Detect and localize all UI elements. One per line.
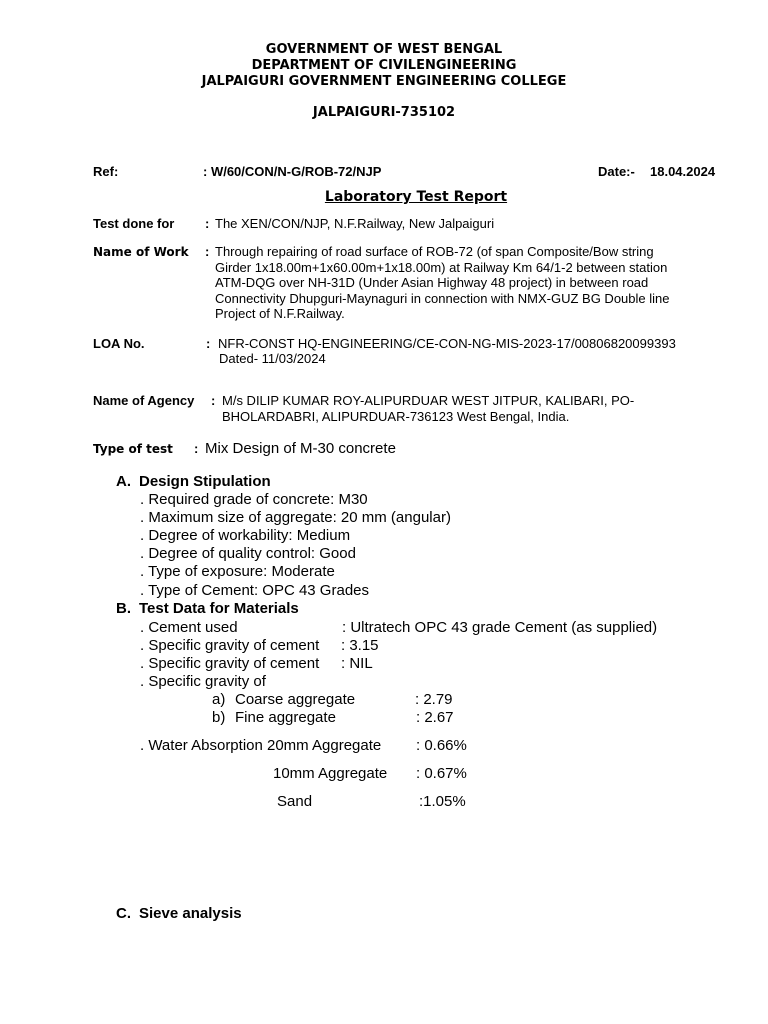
name-of-work-line: Project of N.F.Railway. bbox=[215, 306, 345, 321]
agency-line-2: BHOLARDABRI, ALIPURDUAR-736123 West Bengal, India. bbox=[222, 409, 570, 424]
fine-value: : 2.67 bbox=[416, 709, 454, 726]
date-value: 18.04.2024 bbox=[650, 164, 716, 179]
section-a-item: . Degree of workability: Medium bbox=[140, 527, 351, 544]
sg-of-label: . Specific gravity of bbox=[140, 673, 266, 690]
type-of-test-colon: : bbox=[194, 441, 199, 456]
section-b-marker: B. bbox=[116, 600, 131, 617]
agency-label: Name of Agency bbox=[93, 393, 195, 408]
section-a-item: . Type of exposure: Moderate bbox=[140, 563, 335, 580]
name-of-work-label: Name of Work bbox=[93, 245, 189, 259]
type-of-test-label: Type of test bbox=[93, 442, 173, 456]
name-of-work-colon: : bbox=[205, 244, 210, 259]
section-a-item: . Maximum size of aggregate: 20 mm (angular) bbox=[140, 509, 451, 526]
sg-cement-value: : NIL bbox=[341, 655, 373, 672]
sg-cement-value: : 3.15 bbox=[341, 637, 379, 654]
name-of-work-line: ATM-DQG over NH-31D (Under Asian Highway 48 project) in between road bbox=[215, 275, 649, 290]
section-a-title: Design Stipulation bbox=[139, 473, 271, 490]
section-a-item: . Degree of quality control: Good bbox=[140, 545, 356, 562]
agency-colon: : bbox=[211, 393, 216, 408]
sg-cement-label: . Specific gravity of cement bbox=[140, 637, 320, 654]
cement-used-value: : Ultratech OPC 43 grade Cement (as supplied) bbox=[342, 619, 658, 636]
section-a-item: . Required grade of concrete: M30 bbox=[140, 491, 368, 508]
report-title: Laboratory Test Report bbox=[324, 189, 508, 205]
header-line-address: JALPAIGURI-735102 bbox=[312, 105, 456, 120]
ref-label: Ref: bbox=[93, 164, 119, 179]
fine-label: Fine aggregate bbox=[235, 709, 336, 726]
water-absorption-sand-value: :1.05% bbox=[419, 793, 466, 810]
name-of-work-text bbox=[215, 244, 725, 322]
water-absorption-10mm-value: : 0.67% bbox=[416, 765, 467, 782]
coarse-marker: a) bbox=[212, 691, 226, 708]
name-of-work-line: Girder 1x18.00m+1x60.00m+1x18.00m) at Railway Km 64/1-2 between station bbox=[215, 259, 668, 275]
loa-label: LOA No. bbox=[93, 336, 145, 351]
type-of-test-value: Mix Design of M-30 concrete bbox=[205, 440, 396, 457]
header-line-government: GOVERNMENT OF WEST BENGAL bbox=[265, 42, 503, 57]
water-absorption-10mm-label: 10mm Aggregate bbox=[273, 765, 388, 782]
section-b-title: Test Data for Materials bbox=[139, 600, 299, 617]
name-of-work-line: Through repairing of road surface of ROB-72 (of span Composite/Bow string bbox=[215, 244, 654, 259]
section-a-item: . Type of Cement: OPC 43 Grades bbox=[140, 582, 369, 599]
loa-colon: : bbox=[206, 336, 211, 351]
water-absorption-label: . Water Absorption 20mm Aggregate bbox=[140, 737, 382, 754]
header-line-department: DEPARTMENT OF CIVILENGINEERING bbox=[251, 58, 517, 73]
section-c-title: Sieve analysis bbox=[139, 905, 242, 922]
section-c-marker: C. bbox=[116, 905, 131, 922]
coarse-label: Coarse aggregate bbox=[235, 691, 356, 708]
fine-marker: b) bbox=[212, 709, 226, 726]
water-absorption-20mm-value: : 0.66% bbox=[416, 737, 467, 754]
test-done-for-colon: : bbox=[205, 216, 210, 231]
coarse-value: : 2.79 bbox=[415, 691, 453, 708]
water-absorption-sand-label: Sand bbox=[277, 793, 313, 810]
name-of-work-line: Connectivity Dhupguri-Maynaguri in connection with NMX-GUZ BG Double line bbox=[215, 290, 670, 306]
agency-line-1: M/s DILIP KUMAR ROY-ALIPURDUAR WEST JITPUR, KALIBARI, PO- bbox=[222, 393, 635, 408]
section-a-marker: A. bbox=[116, 473, 131, 490]
header-line-college: JALPAIGURI GOVERNMENT ENGINEERING COLLEGE bbox=[201, 74, 567, 89]
cement-used-label: . Cement used bbox=[140, 619, 238, 636]
loa-value: NFR-CONST HQ-ENGINEERING/CE-CON-NG-MIS-2023-17/00806820099393 bbox=[218, 336, 676, 351]
loa-dated: Dated- 11/03/2024 bbox=[219, 351, 326, 366]
ref-value: : W/60/CON/N-G/ROB-72/NJP bbox=[203, 164, 382, 179]
test-done-for-value: The XEN/CON/NJP, N.F.Railway, New Jalpaiguri bbox=[215, 216, 495, 231]
sg-cement-label: . Specific gravity of cement bbox=[140, 655, 320, 672]
test-done-for-label: Test done for bbox=[93, 216, 175, 231]
date-label: Date:- bbox=[598, 164, 635, 179]
